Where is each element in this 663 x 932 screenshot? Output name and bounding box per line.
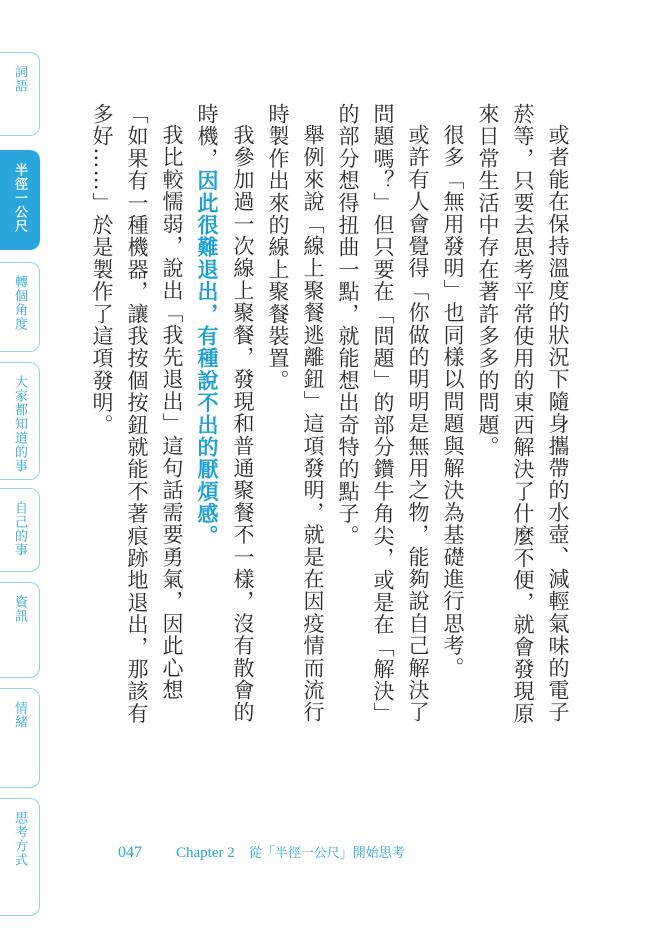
tab-one-meter-radius[interactable] — [0, 150, 40, 250]
side-index-tabs — [0, 0, 44, 932]
tab-information[interactable] — [0, 582, 40, 678]
paragraph: 或者能在保持溫度的狀況下隨身攜帶的水壺、減輕氣味的電子菸等，只要去思考平常使用的東西解決了什麼不便，就會發現原來日常生活中存在著許多多的問題。 — [476, 103, 570, 725]
paragraph-text: 我參加過一次線上聚餐，發現和普通聚餐不一樣，沒有散會的時機， — [195, 103, 255, 724]
tab-way-of-thinking[interactable] — [0, 798, 40, 916]
page-number: 047 — [118, 844, 142, 861]
chapter-title: 從「半徑一公尺」開始思考 — [248, 846, 405, 861]
tab-own-matters[interactable] — [0, 488, 40, 572]
chapter-label: Chapter 2 — [176, 845, 235, 861]
paragraph — [189, 103, 260, 743]
tab-label: 自己的事 — [12, 501, 27, 557]
tab-label: 詞語 — [12, 65, 27, 93]
paragraph: 舉例來說「線上聚餐逃離鈕」這項發明，就是在因疫情而流行時製作出來的線上聚餐裝置。 — [266, 103, 325, 724]
tab-label: 情緒 — [12, 701, 27, 729]
paragraph: 或許有人會覺得「你做的明明是無用之物，能夠說自己解決了問題嗎？」但只要在「問題」的部分鑽牛角尖，或是在「解決」的部分想得扭曲一點，就能想出奇特的點子。 — [336, 103, 430, 725]
tab-label: 思考方式 — [12, 811, 27, 867]
highlighted-text: 因此很難退出，有種說不出的厭煩感。 — [195, 169, 220, 548]
tab-label: 轉個角度 — [12, 275, 27, 331]
vertical-text-body — [84, 103, 575, 743]
tab-emotions[interactable] — [0, 688, 40, 788]
tab-label: 資訊 — [12, 595, 27, 623]
tab-change-angle[interactable] — [0, 262, 40, 352]
tab-words[interactable] — [0, 52, 40, 136]
tab-common-knowledge[interactable] — [0, 362, 40, 480]
page-footer — [118, 842, 405, 862]
tab-label: 大家都知道的事 — [12, 375, 27, 473]
paragraph: 我比較懦弱，說出「我先退出」這句話需要勇氣，因此心想「如果有一種機器，讓我按個按鈕就能不著痕跡地退出，那該有多好……」於是製作了這項發明。 — [90, 103, 184, 725]
paragraph: 很多「無用發明」也同樣以問題與解決為基礎進行思考。 — [441, 124, 465, 679]
tab-label: 半徑一公尺 — [12, 163, 27, 233]
